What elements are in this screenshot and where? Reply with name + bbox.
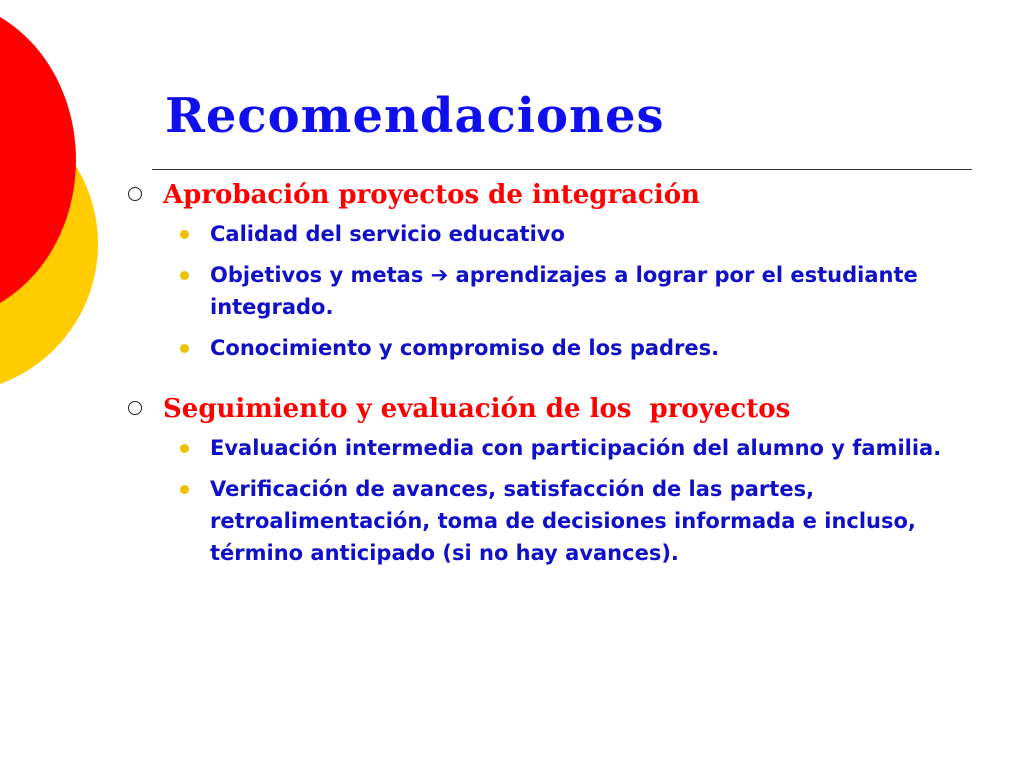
list-item-text: [210, 259, 978, 323]
list-item-text: Verificación de avances, satisfacción de las partes, retroalimentación, toma de decisiones informada e incluso, término anticipado (si no hay avances).: [210, 477, 916, 565]
list-item: [180, 432, 978, 464]
section-approval: [128, 180, 978, 364]
section-heading-row: [128, 180, 978, 210]
title-divider: [152, 169, 972, 170]
list-item-text: Calidad del servicio educativo: [210, 222, 565, 246]
list-item: [180, 218, 978, 250]
bullet-list: [180, 432, 978, 569]
list-item-text-after: aprendizajes a lograr por el estudiante integrado.: [210, 263, 918, 319]
section-heading: Seguimiento y evaluación de los proyectos: [163, 394, 791, 424]
hollow-circle-bullet-icon: [128, 401, 142, 415]
bullet-dot-icon: [180, 485, 189, 494]
section-followup: [128, 394, 978, 569]
bullet-dot-icon: [180, 444, 189, 453]
list-item: [180, 473, 978, 569]
slide-title: Recomendaciones: [165, 88, 665, 144]
list-item-text: Evaluación intermedia con participación del alumno y familia.: [210, 436, 942, 460]
slide-content: [128, 180, 978, 578]
bullet-list: [180, 218, 978, 364]
list-item-text: Conocimiento y compromiso de los padres.: [210, 336, 720, 360]
bullet-dot-icon: [180, 344, 189, 353]
bullet-dot-icon: [180, 271, 189, 280]
hollow-circle-bullet-icon: [128, 187, 142, 201]
section-heading-row: [128, 394, 978, 424]
list-item: [180, 332, 978, 364]
right-arrow-icon: ➔: [430, 263, 449, 287]
bullet-dot-icon: [180, 230, 189, 239]
list-item: [180, 259, 978, 323]
list-item-text-before: Objetivos y metas: [210, 263, 431, 287]
section-heading: Aprobación proyectos de integración: [163, 180, 700, 210]
